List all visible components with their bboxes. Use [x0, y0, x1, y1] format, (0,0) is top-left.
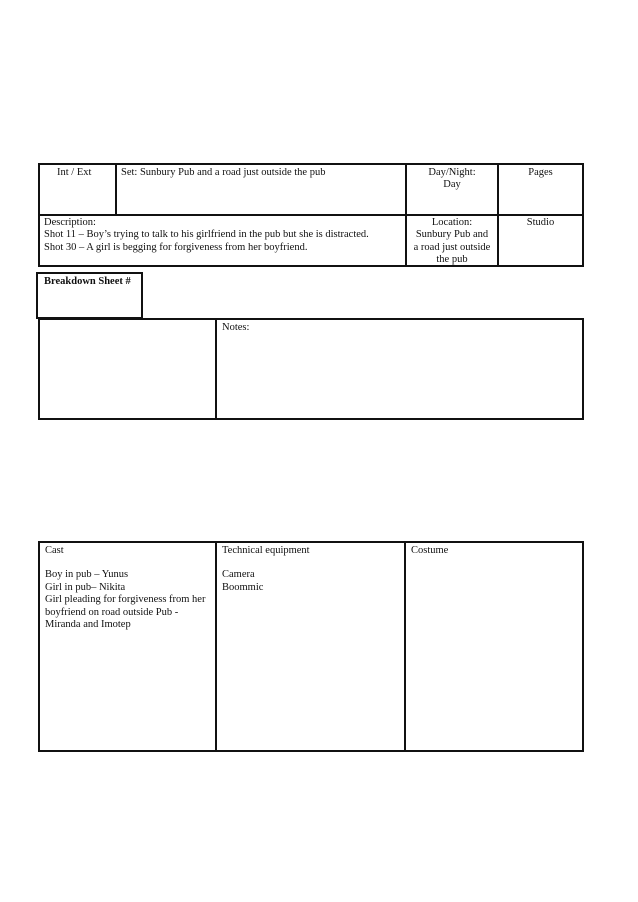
location-value: [407, 229, 497, 267]
description-label: Description:: [44, 217, 96, 228]
description-text: [44, 229, 369, 254]
cast-line: boyfriend on road outside Pub -: [45, 606, 179, 618]
cast-line: Girl pleading for forgiveness from her: [45, 594, 206, 605]
breakdown-sheet-label: Breakdown Sheet #: [44, 276, 131, 287]
technical-equipment-list: [222, 569, 263, 594]
costume-label: Costume: [411, 545, 449, 556]
cast-label: Cast: [45, 545, 64, 556]
location-line: Sunbury Pub and: [415, 229, 489, 240]
int-ext-label: Int / Ext: [57, 167, 92, 178]
lower-col-divider-1: [215, 541, 217, 752]
cast-line: Girl in pub– Nikita: [45, 581, 126, 593]
equipment-line: Boommic: [222, 581, 264, 593]
location-line: the pub: [436, 254, 468, 265]
header-divider: [38, 214, 584, 216]
cast-line: Miranda and Imotep: [45, 619, 131, 630]
location-label: Location:: [431, 217, 473, 228]
notes-label: Notes:: [222, 322, 250, 333]
notes-table: [38, 318, 584, 420]
pages-label: Pages: [528, 167, 553, 178]
equipment-line: Camera: [222, 569, 255, 580]
day-night-value: Day: [443, 179, 461, 190]
location-line: a road just outside: [413, 241, 491, 253]
cast-line: Boy in pub – Yunus: [45, 569, 129, 580]
lower-col-divider-2: [404, 541, 406, 752]
studio-label: Studio: [526, 217, 555, 228]
technical-equipment-label: Technical equipment: [222, 545, 310, 556]
header-col-divider-1: [115, 163, 117, 215]
set-label: Set: Sunbury Pub and a road just outside the pub: [121, 167, 326, 178]
day-night-label: Day/Night:: [428, 167, 476, 178]
cast-list: [45, 569, 205, 632]
notes-col-divider: [215, 318, 217, 420]
description-line: Shot 30 – A girl is begging for forgiveness from her boyfriend.: [44, 241, 308, 253]
description-line: Shot 11 – Boy’s trying to talk to his girlfriend in the pub but she is distracted.: [44, 229, 369, 240]
